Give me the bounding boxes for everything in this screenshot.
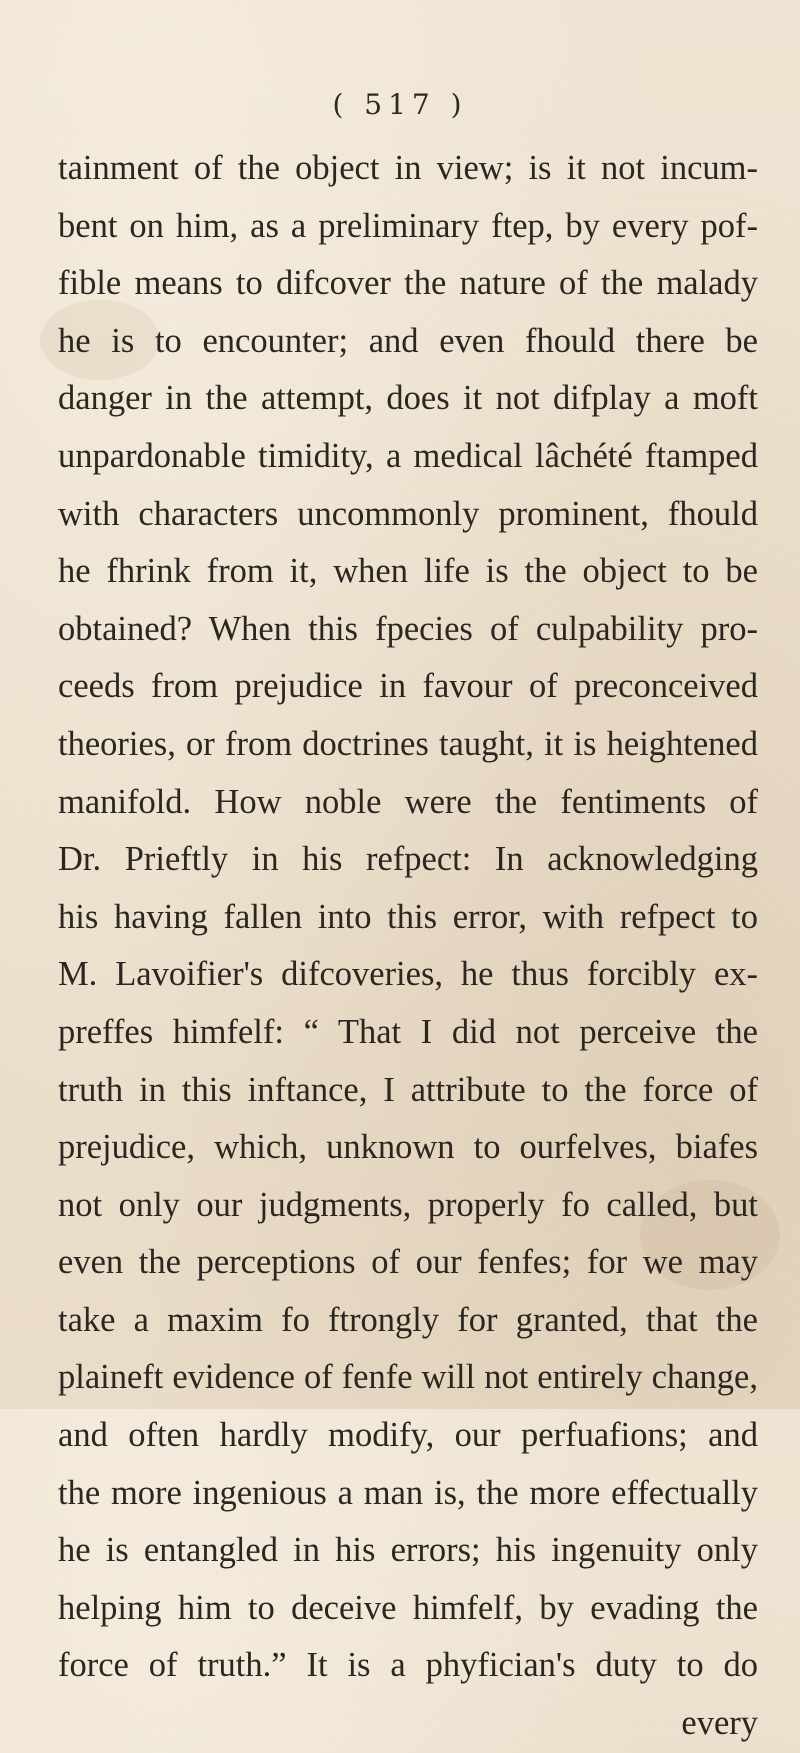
text-line: fible means to difcover the nature of the malady [58, 264, 758, 303]
text-line: prejudice, which, unknown to ourfelves, biafes [58, 1128, 758, 1167]
page-number: ( 517 ) [332, 88, 468, 121]
text-line: M. Lavoifier's difcoveries, he thus forcibly ex- [58, 955, 758, 994]
text-line: truth in this inftance, I attribute to the force of [58, 1070, 758, 1109]
text-line: the more ingenious a man is, the more effectually [58, 1473, 758, 1512]
text-line: and often hardly modify, our perfuafions; and [58, 1416, 758, 1455]
text-line: helping him to deceive himfelf, by evading the [58, 1588, 758, 1627]
text-line: obtained? When this fpecies of culpability pro- [58, 609, 758, 648]
text-line: plaineft evidence of fenfe will not entirely change, [58, 1358, 758, 1397]
text-line: he is entangled in his errors; his ingenuity only [58, 1531, 758, 1570]
text-line: danger in the attempt, does it not difplay a moft [58, 379, 758, 418]
text-line: force of truth.” It is a phyfician's duty to do [58, 1646, 758, 1685]
text-line: he fhrink from it, when life is the object to be [58, 552, 758, 591]
text-line: bent on him, as a preliminary ftep, by every pof- [58, 206, 758, 245]
text-line: tainment of the object in view; is it not incum- [58, 149, 758, 187]
text-line: he is to encounter; and even fhould there be [58, 321, 758, 360]
text-line: not only our judgments, properly fo called, but [58, 1185, 758, 1224]
text-line: unpardonable timidity, a medical lâchété ftamped [58, 436, 758, 475]
text-line: ceeds from prejudice in favour of preconceived [58, 667, 758, 706]
text-line: theories, or from doctrines taught, it is heightened [58, 724, 758, 763]
text-line: with characters uncommonly prominent, fhould [58, 494, 758, 533]
text-line: his having fallen into this error, with refpect to [58, 897, 758, 936]
body-text [58, 140, 758, 1753]
text-line: Dr. Prieftly in his refpect: In acknowledging [58, 840, 758, 879]
text-line: preffes himfelf: “ That I did not perceive the [58, 1012, 758, 1051]
catchword: every [681, 1704, 758, 1743]
text-line: take a maxim fo ftrongly for granted, that the [58, 1300, 758, 1339]
text-line: even the perceptions of our fenfes; for we may [58, 1243, 758, 1282]
text-line: manifold. How noble were the fentiments of [58, 782, 758, 821]
